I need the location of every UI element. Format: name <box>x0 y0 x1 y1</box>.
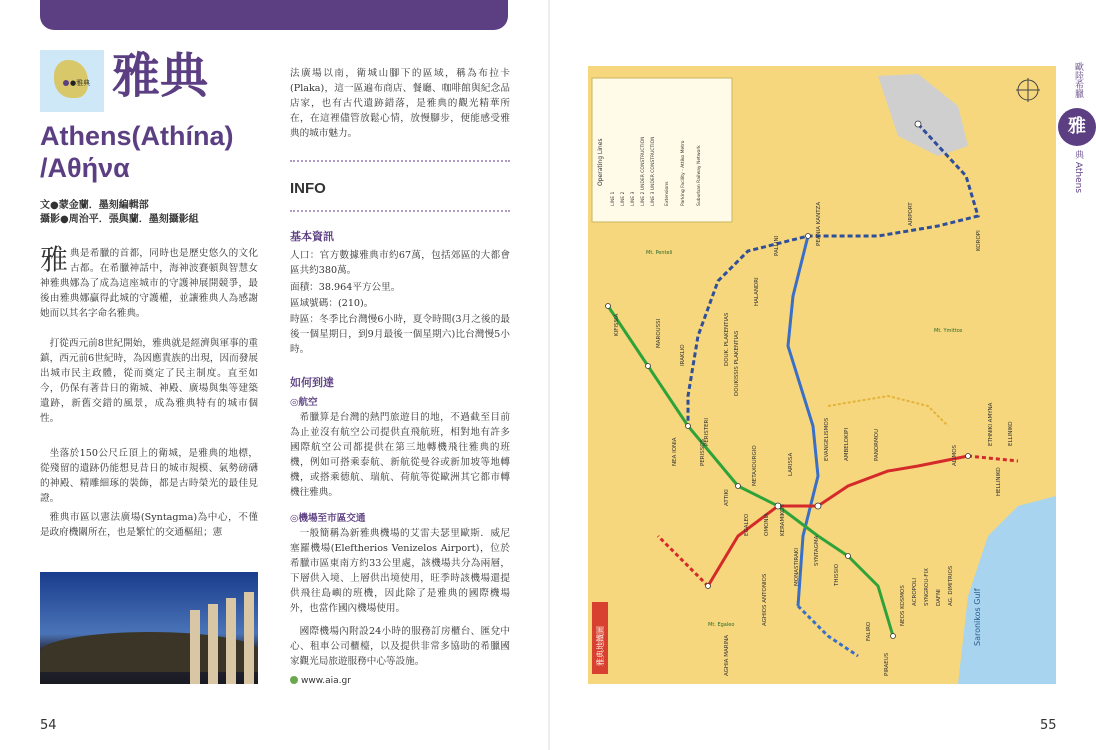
top-color-bar <box>40 0 508 30</box>
dotted-divider <box>290 160 510 162</box>
station-label: FALIRO <box>866 621 872 641</box>
station-label: DOUK. PLAKENTIAS <box>724 312 730 366</box>
station-label: DOUKISSIS PLAKENTIAS <box>734 330 740 396</box>
airport-transfer-heading: ◎機場至市區交通 <box>290 513 366 524</box>
station-label: ETHNIKI AMYNA <box>988 402 994 446</box>
station-label: AG. DIMITRIOS <box>948 565 954 606</box>
station-marker <box>815 503 821 509</box>
air-text: 希臘算是台灣的熱門旅遊目的地，不過截至目前為止並沒有航空公司提供直飛航班，相對地有許多國際航空公司都提供在第三地轉機飛往雅典的班機，例如可搭乘泰航、新航從曼谷或新加坡等地轉機，或搭乘德航、瑞航、荷航等從歐洲其它都市轉機往雅典。 <box>290 412 510 498</box>
station-label: ACROPOLI <box>912 578 918 606</box>
station-label: NEOS KOSMOS <box>900 585 906 626</box>
air-heading: ◎航空 <box>290 397 318 408</box>
section-tab-top: 歐陸希臘 <box>1073 62 1083 98</box>
station-label: AGHIOS ANTONIOS <box>762 573 768 626</box>
legend-item: Extensions <box>665 181 670 206</box>
time-zone-text: 時區：冬季比台灣慢6小時，夏令時間(3月之後的最後一個星期日，到9月最後一個星期六)比台灣慢5小時。 <box>290 314 510 355</box>
station-label: NEA IONIA <box>672 437 678 466</box>
station-label: PANORMOU <box>874 428 880 461</box>
station-label: EVANGELISMOS <box>824 417 830 461</box>
gulf-label: Saronikos Gulf <box>973 588 982 646</box>
station-label: PIRAEUS <box>884 652 890 676</box>
legend-item: LINE 1 <box>611 191 616 206</box>
photo-column <box>244 592 254 684</box>
station-label: AGHIA MARINA <box>724 634 730 676</box>
intro-text <box>40 243 258 321</box>
mountain-label: Mt. Egaleo <box>708 622 735 628</box>
legend-item: Suburban Railway Network <box>697 145 702 206</box>
station-label: OMONIA <box>764 513 770 536</box>
dotted-divider <box>290 210 510 212</box>
station-label: PALLINI <box>774 235 780 256</box>
photo-column <box>208 604 218 684</box>
map-caption: 雅典地鐵圖 <box>596 626 605 666</box>
station-marker <box>606 304 611 309</box>
page-gutter <box>548 0 550 750</box>
writer-credit: 文●蒙金蘭．墨刻編輯部 <box>40 200 149 211</box>
acropolis-photo <box>40 572 258 684</box>
continued-text: 法廣場以南，衛城山腳下的區域，稱為布拉卡(Plaka)，這一區遍布商店、餐廳、咖啡館與紀念品店家，也有古代遺跡錯落，是雅典的觀光精華所在，在這裡儘管放鬆心情，放慢腳步，便能感受雅典的城市魅力。 <box>290 68 510 139</box>
station-label: AIRPORT <box>908 202 914 226</box>
legend-item: LINE 3 <box>631 191 636 206</box>
station-label: EGALEO <box>744 513 750 536</box>
intro-paragraph-1: 典是希臘的首都，同時也是歷史悠久的文化古都。在希臘神話中，海神波賽頓與智慧女神雅典娜為了成為這座城市的守護神展開競爭，最後由雅典娜贏得此城的守護權，並讓雅典人為感謝她而以其名字命名雅典。 <box>40 248 258 319</box>
photo-column <box>226 598 236 684</box>
area-text: 面積：38.964平方公里。 <box>290 282 401 293</box>
station-label: ATTIKI <box>724 489 730 506</box>
photo-credit: 攝影●周治平．張與蘭．墨刻攝影組 <box>40 214 199 225</box>
station-marker <box>706 584 711 589</box>
station-marker <box>915 121 921 127</box>
legend-item: LINE 3 UNDER CONSTRUCTION <box>651 136 656 206</box>
station-marker <box>891 634 896 639</box>
page-number-right: 55 <box>1040 718 1057 733</box>
station-label: THISSIO <box>834 563 840 586</box>
station-label: SYNGROU-FIX <box>924 568 930 606</box>
web-icon <box>290 676 298 684</box>
intro-paragraph-3: 坐落於150公尺丘頂上的衛城，是雅典的地標，從殘留的遺跡仍能想見昔日的城市規模、氣勢磅礴的神殿、精雕細琢的裝飾，都是古時榮光的最佳見證。 <box>40 448 258 504</box>
station-label: MAROUSSI <box>656 318 662 348</box>
station-marker <box>646 364 651 369</box>
station-marker <box>846 554 851 559</box>
area-code-text: 區域號碼：(210)。 <box>290 298 374 309</box>
station-label: METAXOURGIO <box>752 445 758 486</box>
photo-column <box>190 610 200 684</box>
info-heading: INFO <box>290 180 326 197</box>
station-label: HELLINIKO <box>996 467 1002 496</box>
station-label: HALANDRI <box>754 277 760 306</box>
station-marker <box>806 234 811 239</box>
station-label: PERISSOS <box>700 438 706 466</box>
athens-dot <box>63 80 69 86</box>
station-marker <box>966 454 971 459</box>
station-label: ALIMOS <box>952 444 958 466</box>
station-label: PERISTERI <box>704 417 710 446</box>
legend-item: LINE 2 UNDER CONSTRUCTION <box>641 136 646 206</box>
station-label: MONASTIRAKI <box>794 547 800 586</box>
station-label: AMBELOKIPI <box>844 427 850 461</box>
page-title-english: Athens(Athína) /Αθήνα <box>40 121 234 183</box>
station-label: DAFNI <box>936 589 942 606</box>
station-label: PEANIA KANTZA <box>816 201 822 246</box>
mountain-label: Mt. Penteli <box>646 250 673 256</box>
section-tab-circle: 雅 <box>1058 108 1096 146</box>
mountain-label: Mt. Ymittos <box>934 328 963 334</box>
legend-title: Operating Lines <box>597 138 604 186</box>
greece-locator-map <box>40 50 104 112</box>
station-marker <box>736 484 741 489</box>
airport-text-2: 國際機場內附設24小時的服務訂房櫃台、匯兌中心、租車公司櫃檯，以及提供非常多協助的希臘國家觀光局旅遊服務中心等設施。 <box>290 626 510 667</box>
station-label: ELLINIKO <box>1008 421 1014 446</box>
population-text: 人口：官方數據雅典市約67萬，包括郊區的大都會區共約380萬。 <box>290 250 510 276</box>
website-link[interactable] <box>290 676 351 686</box>
intro-paragraph-4: 雅典市區以憲法廣場(Syntagma)為中心，不僅是政府機關所在，也是繁忙的交通樞紐；憲 <box>40 512 258 538</box>
station-label: LARISSA <box>788 452 794 476</box>
athens-locator-label: ●雅典 <box>70 79 91 87</box>
intro-paragraph-2: 打從西元前8世紀開始，雅典就是經濟與軍事的重鎮，西元前6世紀時，為因應貴族的出現，因而發展出城市民主政體，從而奠定了民主制度。直至如今，仍保有著昔日的衛城、神殿、廣場與集等建築遺跡，新舊交錯的風景，成為雅典特有的城市個性。 <box>40 338 258 424</box>
station-marker <box>686 424 691 429</box>
airport-text: 一般簡稱為新雅典機場的艾雷夫瑟里歐斯．威尼塞羅機場(Eleftherios Venizelos Airport)，位於希臘市區東南方約33公里處，該機場共分為兩層，下層供入境、上層供出境使用，旺季時該機場還提供飛往島嶼的班機，因此除了是雅典的國際機場外，也當作國內機場使用。 <box>290 528 510 614</box>
basic-info-heading: 基本資訊 <box>290 230 334 243</box>
legend-item: LINE 2 <box>621 191 626 206</box>
page-title-chinese: 雅典 <box>112 48 209 104</box>
station-label: SYNTAGMA <box>814 535 820 566</box>
athens-metro-map <box>588 66 1056 684</box>
website-url[interactable]: www.aia.gr <box>301 676 351 686</box>
station-label: KIFISSIA <box>614 313 620 336</box>
page-number-left: 54 <box>40 718 57 733</box>
section-tab-bottom: 典 Athens <box>1073 150 1083 194</box>
drop-cap: 雅 <box>40 243 69 276</box>
station-label: KERAMIKOS <box>780 504 786 536</box>
how-to-get-heading: 如何到達 <box>290 376 334 389</box>
station-label: IRAKLIO <box>680 344 686 366</box>
station-label: KOROPI <box>976 230 982 251</box>
legend-item: Parking Facility - Attiko Metro <box>681 140 686 206</box>
